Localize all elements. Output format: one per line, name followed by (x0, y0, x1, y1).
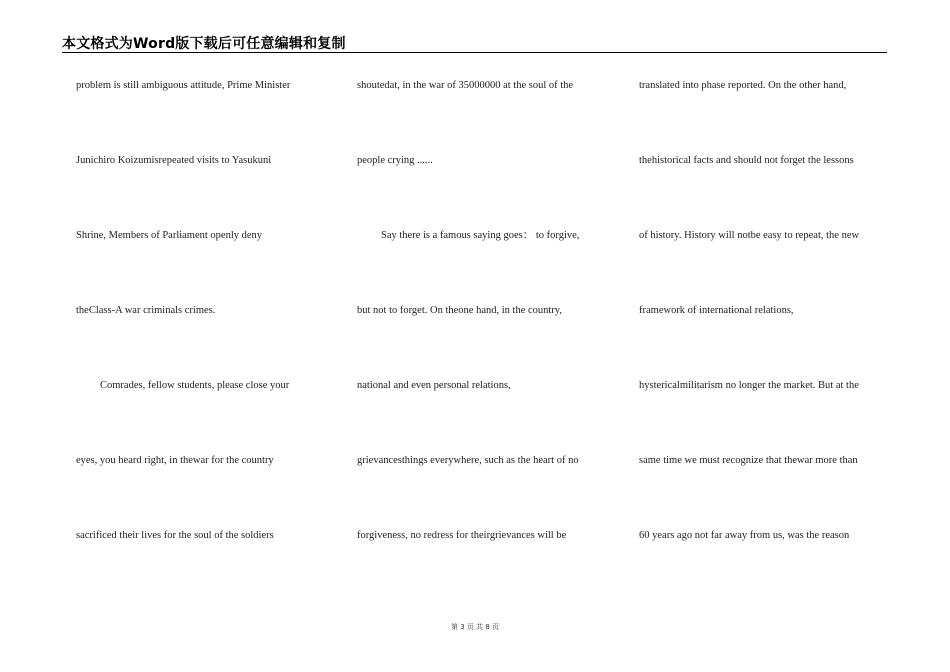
text-column-2 (357, 78, 612, 603)
header-divider (62, 52, 887, 53)
text-line: framework of international relations, (639, 305, 794, 316)
page-number-footer: 第 3 页 共 8 页 (450, 623, 500, 631)
text-line: but not to forget. On theone hand, in the country, (357, 305, 563, 316)
text-line: Junichiro Koizumisrepeated visits to Yasukuni (76, 155, 272, 166)
text-line: same time we must recognize that thewar more than (639, 455, 858, 466)
text-line: Comrades, fellow students, please close your (100, 380, 290, 391)
text-column-1 (76, 78, 331, 603)
text-line: sacrificed their lives for the soul of the soldiers (76, 530, 274, 541)
text-line: Shrine, Members of Parliament openly deny (76, 230, 263, 241)
text-line: 60 years ago not far away from us, was the reason (639, 530, 850, 541)
text-line: national and even personal relations, (357, 380, 511, 391)
text-line: eyes, you heard right, in thewar for the country (76, 455, 274, 466)
text-line: theClass-A war criminals crimes. (76, 305, 216, 316)
text-line: people crying ...... (357, 155, 433, 166)
text-line: problem is still ambiguous attitude, Prime Minister (76, 80, 291, 91)
text-line: translated into phase reported. On the other hand, (639, 80, 847, 91)
text-line: of history. History will notbe easy to repeat, the new (639, 230, 860, 241)
text-line: hystericalmilitarism no longer the market. But at the (639, 380, 859, 391)
text-line: thehistorical facts and should not forget the lessons (639, 155, 854, 166)
text-column-3 (639, 78, 887, 603)
text-line: forgiveness, no redress for theirgrievances will be (357, 530, 567, 541)
text-line: grievancesthings everywhere, such as the heart of no (357, 455, 579, 466)
text-line: shoutedat, in the war of 35000000 at the soul of the (357, 80, 574, 91)
text-line: Say there is a famous saying goes： to forgive, (381, 230, 580, 241)
page-header-title: 本文格式为Word版下载后可任意编辑和复制 (62, 36, 346, 52)
